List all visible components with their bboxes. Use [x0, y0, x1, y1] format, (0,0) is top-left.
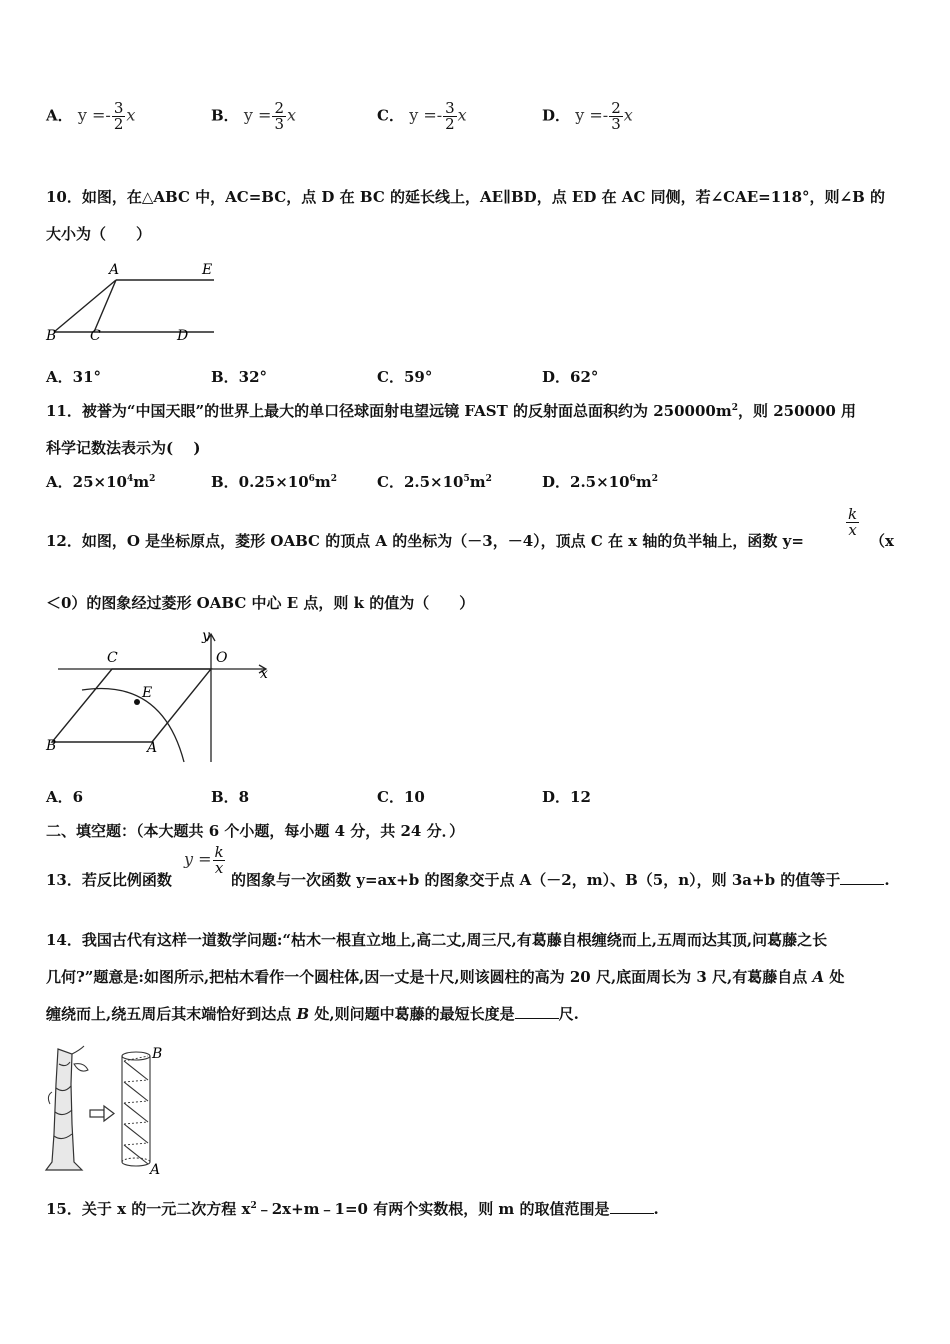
q14-tree-drawing	[46, 1046, 88, 1170]
q14-arrow	[90, 1106, 114, 1121]
q13-text-a: 13．若反比例函数	[46, 871, 172, 889]
q12-label-o: O	[216, 650, 228, 666]
q10-figure	[44, 258, 219, 344]
q12-label-a: A	[147, 740, 158, 756]
q10-option-b[interactable]: B．32°	[211, 368, 268, 386]
q14-answer-blank[interactable]	[515, 1006, 559, 1019]
q12-curve	[82, 689, 184, 763]
q12-figure	[44, 628, 276, 766]
section-2-heading: 二、填空题：（本大题共 6 个小题，每小题 4 分，共 24 分．）	[46, 822, 465, 840]
q14-label-b: B	[152, 1046, 163, 1062]
q12-option-d[interactable]: D．12	[542, 788, 591, 806]
q10-text-line1: 10．如图，在△ABC 中，AC=BC，点 D 在 BC 的延长线上，AE∥BD，点 ED 在 AC 同侧，若∠CAE=118°，则∠B 的	[46, 188, 886, 206]
q12-label-y: y	[202, 628, 210, 644]
q9-a-fraction: $\frac{3}{2}$	[113, 99, 124, 133]
q10-line-ab	[54, 280, 116, 332]
q12-text-line1: 12．如图，O 是坐标原点，菱形 OABC 的顶点 A 的坐标为（－3，－4），顶点 C 在 x 轴的负半轴上，函数 y=	[46, 532, 804, 550]
q11-text-line1: 11．被誉为“中国天眼”的世界上最大的单口径球面射电望远镜 FAST 的反射面总面积约为 $250000m^2$，则 250000 用	[46, 402, 857, 420]
q13-text-b: 的图象与一次函数 y=ax+b 的图象交于点 A（－2，m）、B（5，n），则 3a+b 的值等于 .	[231, 871, 890, 889]
q10-option-a[interactable]: A．31°	[46, 368, 102, 386]
q9-d-prefix: y =-	[575, 105, 609, 125]
q11-option-a[interactable]: A．$25\times 10^4m^2$	[46, 473, 156, 491]
q12-text-line2: ＜0）的图象经过菱形 OABC 中心 E 点，则 k 的值为（ ）	[46, 594, 475, 612]
q12-option-a[interactable]: A．6	[46, 788, 84, 806]
q12-rhombus	[52, 669, 211, 742]
q9-option-c[interactable]: C． y =- $\frac{3}{2}$ x	[377, 99, 467, 133]
q15-text: 15．关于 x 的一元二次方程 $x^2﹣2x+m﹣1=0$ 有两个实数根，则 m 的取值范围是 .	[46, 1200, 659, 1218]
q9-option-b[interactable]: B． y = $\frac{2}{3}$ x	[211, 99, 297, 133]
q10-text-line2: 大小为（ ）	[46, 225, 152, 243]
q14-figure	[44, 1044, 174, 1179]
q14-text-line2: 几何?”题意是:如图所示,把枯木看作一个圆柱体,因一丈是十尺,则该圆柱的高为 20 尺,底面周长为 3 尺,有葛藤自点 A 处	[46, 968, 845, 986]
q12-label-c: C	[107, 650, 118, 666]
q10-label-b: B	[46, 328, 57, 344]
q12-label-x: x	[260, 666, 268, 682]
q10-label-e: E	[202, 262, 213, 278]
q12-text-line1-end: （x	[870, 532, 894, 550]
q14-text-line3: 缠绕而上,绕五周后其末端恰好到达点 B 处,则问题中葛藤的最短长度是 尺.	[46, 1005, 579, 1023]
q12-label-e: E	[142, 685, 153, 701]
q10-label-c: C	[90, 328, 101, 344]
q10-option-c[interactable]: C．59°	[377, 368, 433, 386]
q9-a-prefix: y =-	[77, 105, 111, 125]
q14-text-line1: 14．我国古代有这样一道数学问题:“枯木一根直立地上,高二丈,周三尺,有葛藤自根缠绕而上,五周而达其顶,问葛藤之长	[46, 931, 828, 949]
q10-label-a: A	[109, 262, 120, 278]
q10-label-d: D	[177, 328, 189, 344]
q13-equation: y = $\frac{k}{x}$	[184, 843, 224, 877]
q10-line-ac	[94, 280, 116, 332]
q12-option-b[interactable]: B．8	[211, 788, 250, 806]
q12-point-e	[134, 699, 140, 705]
q10-option-d[interactable]: D．62°	[542, 368, 599, 386]
q12-fraction: $\frac{k}{x}$	[848, 505, 858, 539]
q9-d-fraction: $\frac{2}{3}$	[611, 99, 621, 133]
q9-c-fraction: $\frac{3}{2}$	[445, 99, 455, 133]
q11-option-b[interactable]: B．$0.25\times 10^6m^2$	[211, 473, 338, 491]
q9-b-fraction: $\frac{2}{3}$	[274, 99, 284, 133]
q11-option-d[interactable]: D．$2.5\times 10^6m^2$	[542, 473, 658, 491]
q14-label-a: A	[150, 1162, 161, 1178]
q11-text-line2: 科学记数法表示为( )	[46, 439, 201, 457]
q13-answer-blank[interactable]	[840, 872, 884, 885]
q9-option-a[interactable]: A． y =- $\frac{3}{2}$ x	[46, 99, 136, 133]
q15-answer-blank[interactable]	[610, 1201, 654, 1214]
q9-b-prefix: y =	[243, 105, 272, 125]
q11-option-c[interactable]: C．$2.5\times 10^5m^2$	[377, 473, 492, 491]
q12-option-c[interactable]: C．10	[377, 788, 425, 806]
q9-option-d[interactable]: D． y =- $\frac{2}{3}$ x	[542, 99, 633, 133]
q12-label-b: B	[46, 738, 57, 754]
q9-c-prefix: y =-	[409, 105, 443, 125]
q14-cylinder	[122, 1052, 150, 1166]
